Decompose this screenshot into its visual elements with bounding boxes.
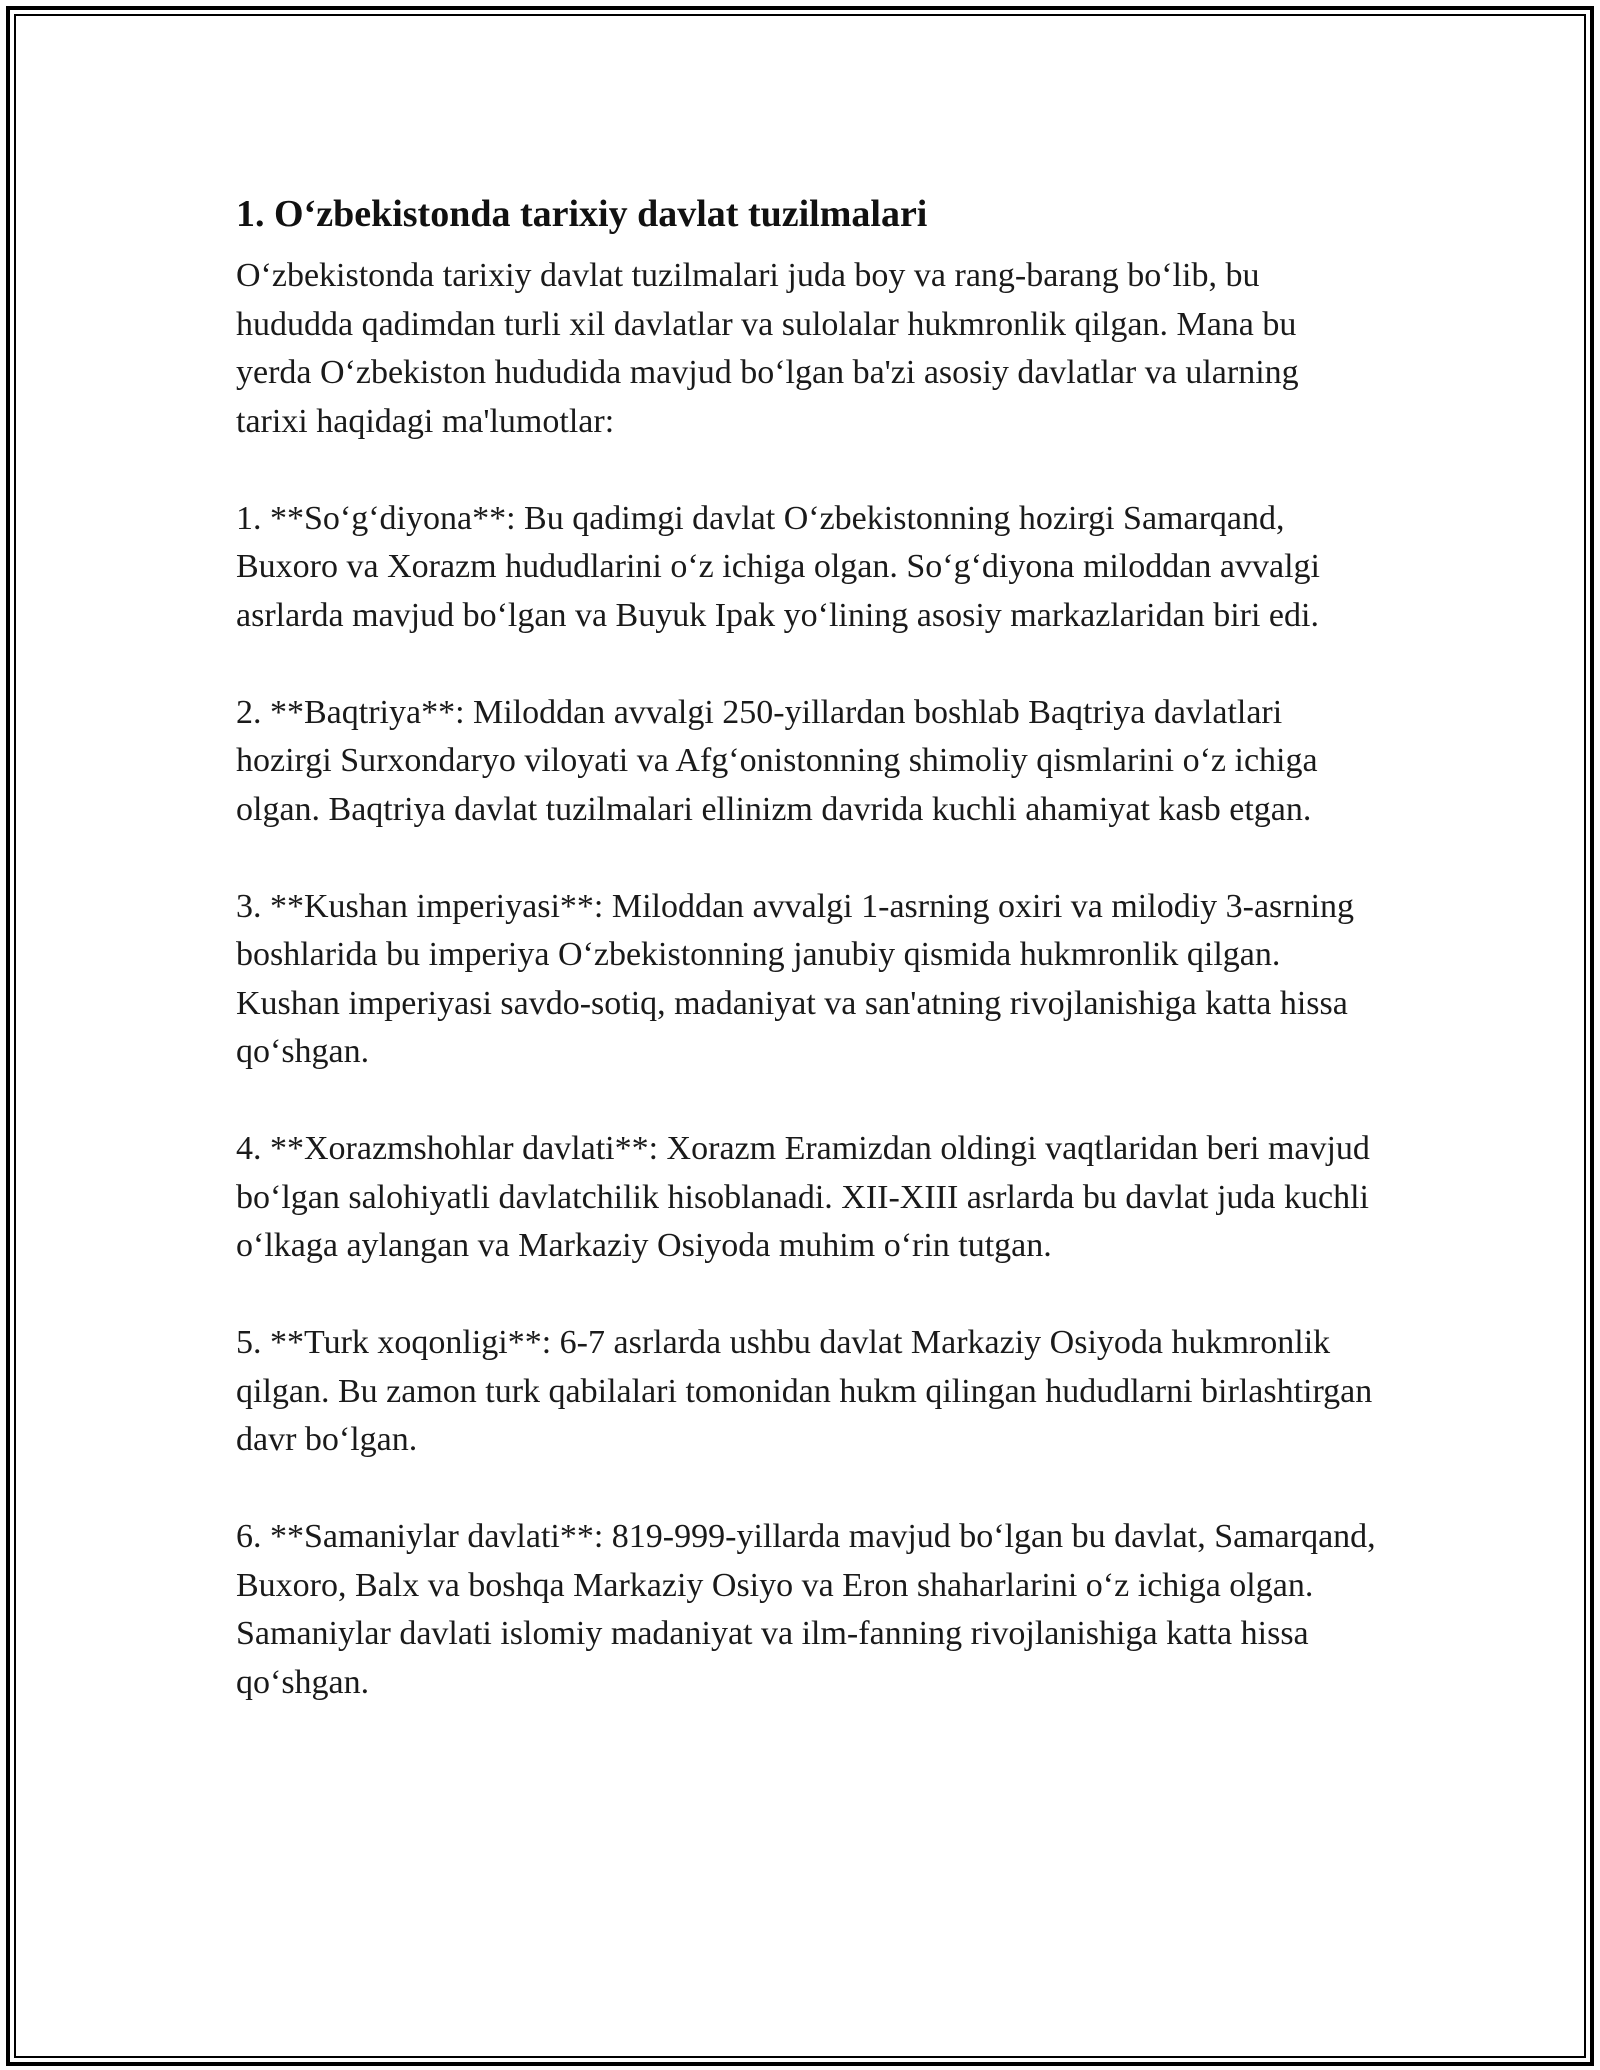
- list-item-bactria: 2. **Baqtriya**: Miloddan avvalgi 250-yillardan boshlab Baqtriya davlatlari hozirgi Surxondaryo viloyati va Afg‘onistonning shimoliy qismlarini o‘z ichiga olgan. Baqtriya davlat tuzilmalari ellinizm davrida kuchli ahamiyat kasb etgan.: [236, 693, 1318, 828]
- list-item-sogdiana: 1. **So‘g‘diyona**: Bu qadimgi davlat O‘zbekistonning hozirgi Samarqand, Buxoro va Xorazm hududlarini o‘z ichiga olgan. So‘g‘diyona miloddan avvalgi asrlarda mavjud bo‘lgan va Buyuk Ipak yo‘lining asosiy markazlaridan biri edi.: [236, 499, 1320, 634]
- list-item-samanids: 6. **Samaniylar davlati**: 819-999-yillarda mavjud bo‘lgan bu davlat, Samarqand, Buxoro, Balx va boshqa Markaziy Osiyo va Eron shaharlarini o‘z ichiga olgan. Samaniylar davlati islomiy madaniyat va ilm-fanning rivojlanishiga katta hissa qo‘shgan.: [236, 1518, 1376, 1701]
- list-item-khwarazmshahs: 4. **Xorazmshohlar davlati**: Xorazm Eramizdan oldingi vaqtlaridan beri mavjud bo‘lgan salohiyatli davlatchilik hisoblanadi. XII-XIII asrlarda bu davlat juda kuchli o‘lkaga aylangan va Markaziy Osiyoda muhim o‘rin tutgan.: [236, 1130, 1370, 1264]
- document-title: 1. O‘zbekistonda tarixiy davlat tuzilmalari: [236, 193, 928, 235]
- document-body: [236, 186, 1376, 1756]
- list-item-kushan-empire: 3. **Kushan imperiyasi**: Miloddan avvalgi 1-asrning oxiri va milodiy 3-asrning boshlarida bu imperiya O‘zbekistonning janubiy qismida hukmronlik qilgan. Kushan imperiyasi savdo-sotiq, madaniyat va san'atning rivojlanishiga katta hissa qo‘shgan.: [236, 887, 1355, 1070]
- intro-paragraph: O‘zbekistonda tarixiy davlat tuzilmalari juda boy va rang-barang bo‘lib, bu hududda qadimdan turli xil davlatlar va sulolalar hukmronlik qilgan. Mana bu yerda O‘zbekiston hududida mavjud bo‘lgan ba'zi asosiy davlatlar va ularning tarixi haqidagi ma'lumotlar:: [236, 257, 1299, 440]
- list-item-turkic-khaganate: 5. **Turk xoqonligi**: 6-7 asrlarda ushbu davlat Markaziy Osiyoda hukmronlik qilgan. Bu zamon turk qabilalari tomonidan hukm qilingan hududlarni birlashtirgan davr bo‘lgan.: [236, 1324, 1373, 1458]
